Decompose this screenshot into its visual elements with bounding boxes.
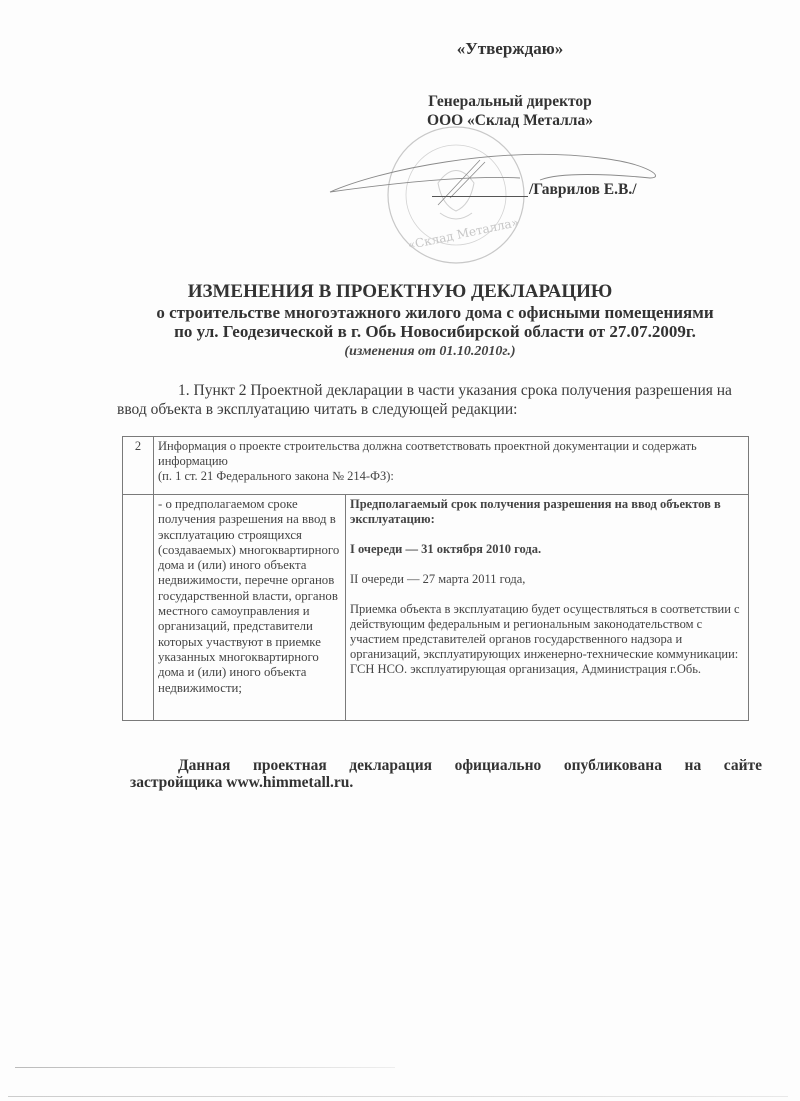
info-cell	[154, 437, 749, 495]
handwritten-signature	[320, 150, 670, 210]
stage-2-deadline: II очереди — 27 марта 2011 года,	[350, 572, 526, 586]
info-text: Информация о проекте строительства должна соответствовать проектной документации и содержать информацию	[158, 439, 697, 468]
closing-paragraph	[130, 757, 762, 791]
row-number: 2	[123, 437, 154, 495]
intro-paragraph	[117, 381, 760, 419]
intro-line-2: ввод объекта в эксплуатацию читать в следующей редакции:	[117, 401, 518, 418]
intro-line-1: 1. Пункт 2 Проектной декларации в части указания срока получения разрешения на	[178, 382, 732, 399]
closing-line-2: застройщика www.himmetall.ru.	[130, 774, 354, 791]
stamp-text: «Склад Металла»	[406, 215, 520, 253]
deadline-heading: Предполагаемый срок получения разрешения на ввод объектов в эксплуатацию:	[350, 497, 721, 526]
amendment-date: (изменения от 01.10.2010г.)	[344, 344, 516, 359]
stage-1-deadline: I очереди — 31 октября 2010 года.	[350, 542, 542, 556]
acceptance-text: Приемка объекта в эксплуатацию будет осуществляться в соответствии с действующим федеральным и региональным законодательством с участием представителей органов государственного надзора и организаций, эксплуатирующих инженерно-технические коммуникации: ГСН НСО. эксплуатирующая организация, Администрация г.Обь.	[350, 602, 740, 676]
director-title: Генеральный директор	[428, 93, 592, 110]
declaration-table	[122, 436, 749, 721]
row-number	[123, 495, 154, 721]
subtitle-line-2: по ул. Геодезической в г. Обь Новосибирской области от 27.07.2009г.	[174, 322, 696, 341]
company-name: ООО «Склад Металла»	[427, 112, 593, 129]
signatory-name: /Гаврилов Е.В./	[529, 181, 637, 198]
requirement-cell: - о предполагаемом сроке получения разрешения на ввод в эксплуатацию строящихся (создаваемых) многоквартирного дома и (или) иного объекта недвижимости, перечне органов государственной власти, органов местного самоуправления и организаций, представители которых участвуют в приемке указанных многоквартирного дома и (или) иного объекта недвижимости;	[154, 495, 346, 721]
table-row	[123, 437, 749, 495]
document-title: ИЗМЕНЕНИЯ В ПРОЕКТНУЮ ДЕКЛАРАЦИЮ	[187, 281, 613, 302]
approval-heading: «Утверждаю»	[456, 39, 564, 58]
subtitle-line-1: о строительстве многоэтажного жилого дома с офисными помещениями	[156, 303, 714, 322]
signature-line	[432, 196, 528, 197]
scan-artifact-line	[8, 1096, 788, 1097]
document-subtitle	[100, 303, 770, 341]
scan-artifact-line	[15, 1067, 395, 1068]
closing-line-1: Данная проектная декларация официально опубликована на сайте	[178, 757, 762, 774]
info-law-reference: (п. 1 ст. 21 Федерального закона № 214-ФЗ):	[158, 469, 394, 483]
deadline-cell	[346, 495, 749, 721]
table-row	[123, 495, 749, 721]
